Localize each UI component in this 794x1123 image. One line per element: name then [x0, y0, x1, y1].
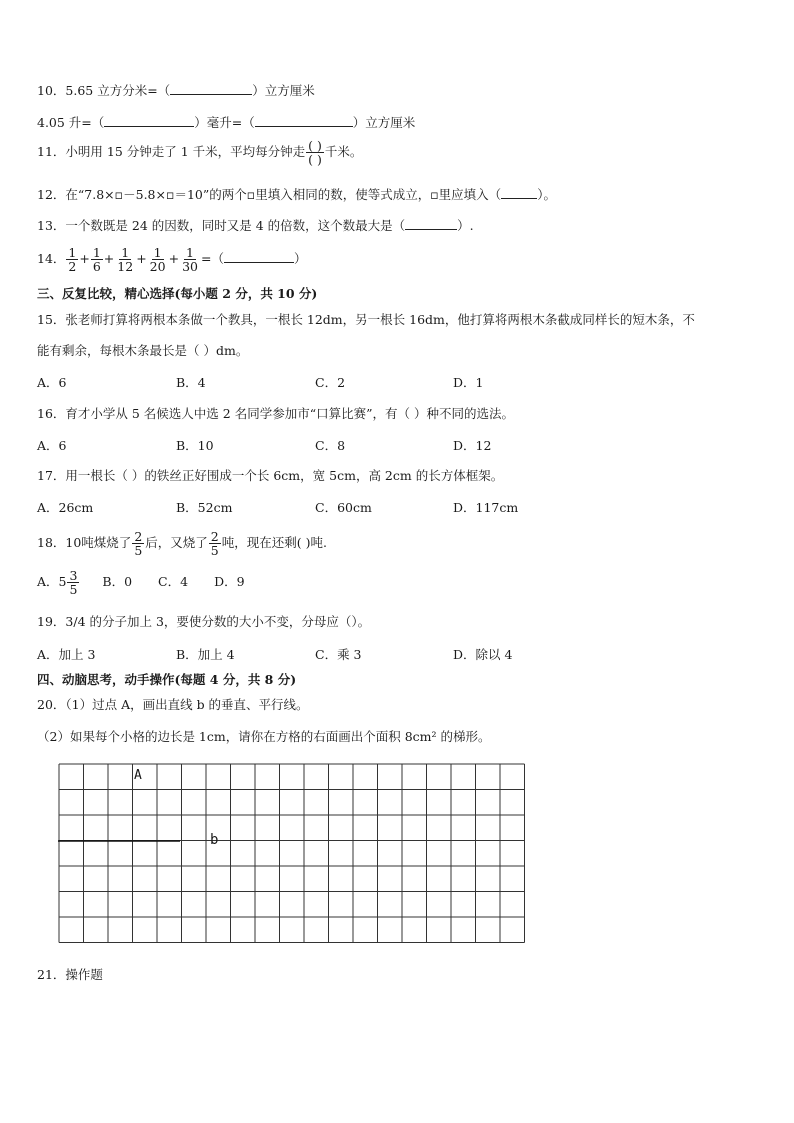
q16-option-d[interactable]: D．12 — [453, 438, 492, 453]
q17-option-c[interactable]: C．60cm — [315, 500, 372, 515]
fraction-numerator: 2 — [134, 529, 143, 544]
q16-option-a[interactable]: A．6 — [37, 438, 67, 453]
q20-line1: 20．（1）过点 A，画出直线 b 的垂直、平行线。 — [37, 697, 309, 712]
q14-suffix: ） — [293, 251, 307, 266]
q14-fraction — [66, 246, 78, 273]
q19-option-b[interactable]: B．加上 4 — [176, 647, 235, 662]
fraction-denominator: ( ) — [308, 152, 322, 167]
fraction-denominator: 5 — [210, 543, 219, 558]
fraction-denominator: 2 — [68, 259, 77, 274]
q15-option-d[interactable]: D．1 — [453, 375, 484, 390]
fraction-numerator: 2 — [210, 529, 219, 544]
q10-suffix: ）立方厘米 — [252, 83, 315, 98]
point-a-label: A — [134, 768, 142, 783]
q19-option-d[interactable]: D．除以 4 — [453, 647, 513, 662]
plus-sign: + — [103, 251, 115, 266]
q12-suffix: ）。 — [537, 187, 556, 202]
q12-text: 12．在“7.8×▫－5.8×▫＝10”的两个▫里填入相同的数，使等式成立，▫里应填入（ — [37, 187, 502, 202]
plus-sign: + — [168, 251, 180, 266]
q15-option-b[interactable]: B．4 — [176, 375, 206, 390]
plus-sign: + — [136, 251, 147, 266]
plus-sign: + — [79, 251, 90, 266]
q18-options — [37, 567, 245, 597]
q16-option-c[interactable]: C．8 — [315, 438, 346, 453]
line-b-label: b — [210, 832, 219, 848]
fraction-numerator: ( ) — [308, 138, 322, 153]
fraction-numerator: 3 — [69, 568, 78, 583]
q14-label: 14． — [37, 251, 66, 266]
q13-line — [37, 217, 474, 235]
q11-fraction[interactable] — [306, 139, 324, 166]
q10-text: 10．5.65 立方分米=（ — [37, 83, 171, 98]
section-3-heading: 三、反复比较，精心选择(每小题 2 分，共 10 分) — [37, 286, 318, 301]
fraction-denominator: 20 — [149, 259, 166, 274]
q18-option-c[interactable]: C．4 — [158, 574, 189, 589]
q11-text: 11．小明用 15 分钟走了 1 千米，平均每分钟走 — [37, 144, 306, 159]
q14-fraction — [148, 246, 168, 273]
q14-fraction — [91, 246, 103, 273]
q11-line — [37, 139, 362, 166]
answer-blank[interactable] — [255, 114, 353, 127]
q13-suffix: ）. — [457, 218, 474, 233]
q17-option-b[interactable]: B．52cm — [176, 500, 233, 515]
fraction-numerator: 1 — [92, 245, 101, 260]
q16-option-b[interactable]: B．10 — [176, 438, 214, 453]
fraction-numerator: 1 — [68, 245, 77, 260]
q12-line — [37, 186, 556, 204]
q15-line2: 能有剩余，每根木条最长是（ ）dm。 — [37, 343, 249, 358]
fraction-denominator: 5 — [134, 543, 143, 558]
q18-option-a[interactable] — [37, 568, 80, 597]
section-4-heading: 四、动脑思考，动手操作(每题 4 分，共 8 分) — [37, 672, 297, 687]
q18-mid: 后，又烧了 — [145, 535, 208, 550]
q18-fraction-1 — [132, 530, 144, 557]
q18-line — [37, 528, 327, 558]
fraction-denominator: 5 — [69, 582, 78, 597]
fraction-numerator: 1 — [186, 245, 194, 260]
q10b-text: 4.05 升=（ — [37, 115, 105, 130]
fraction-denominator: 30 — [182, 259, 198, 274]
fraction-denominator: 6 — [92, 259, 101, 274]
option-label: A．5 — [37, 574, 67, 589]
q18-option-b[interactable]: B．0 — [102, 574, 133, 589]
q18-option-d[interactable]: D．9 — [214, 574, 245, 589]
q19-line: 19．3/4 的分子加上 3，要使分数的大小不变，分母应（）。 — [37, 614, 371, 629]
q16-line: 16．育才小学从 5 名候选人中选 2 名同学参加市“口算比赛”，有（ ）种不同的选法。 — [37, 406, 514, 421]
q15-option-a[interactable]: A．6 — [37, 375, 67, 390]
q18-fraction-2 — [209, 530, 221, 557]
q14-line — [37, 244, 306, 274]
q17-line: 17．用一根长（ ）的铁丝正好围成一个长 6cm，宽 5cm，高 2cm 的长方体框架。 — [37, 468, 504, 483]
q14-fraction — [115, 246, 135, 273]
q19-option-a[interactable]: A．加上 3 — [37, 647, 96, 662]
q13-text: 13．一个数既是 24 的因数，同时又是 4 的倍数，这个数最大是（ — [37, 218, 406, 233]
fraction-numerator: 1 — [121, 245, 130, 260]
drawing-grid[interactable] — [58, 763, 528, 945]
q14-fraction — [180, 246, 200, 273]
q20-line2: （2）如果每个小格的边长是 1cm，请你在方格的右面画出个面积 8cm² 的梯形。 — [37, 729, 491, 744]
q10b-mid: ）毫升=（ — [194, 115, 255, 130]
q18-text: 18．10吨煤烧了 — [37, 535, 132, 550]
answer-blank[interactable] — [501, 186, 537, 199]
q10b-suffix: ）立方厘米 — [352, 115, 416, 130]
q18-suffix: 吨，现在还剩( )吨. — [221, 535, 327, 550]
q15-line1: 15．张老师打算将两根本条做一个教具，一根长 12dm，另一根长 16dm，他打算将两根木条截成同样长的短木条，不 — [37, 312, 695, 327]
q18-option-a-fraction — [67, 569, 79, 596]
fraction-denominator: 12 — [117, 259, 134, 274]
q14-equals: =（ — [200, 251, 224, 266]
answer-blank[interactable] — [224, 250, 294, 263]
q21-line: 21．操作题 — [37, 967, 103, 982]
q10-line1 — [37, 82, 315, 100]
q17-option-a[interactable]: A．26cm — [37, 500, 94, 515]
q14-expression — [65, 245, 201, 274]
answer-blank[interactable] — [104, 114, 194, 127]
answer-blank[interactable] — [405, 217, 457, 230]
q19-option-c[interactable]: C．乘 3 — [315, 647, 362, 662]
q15-option-c[interactable]: C．2 — [315, 375, 346, 390]
q17-option-d[interactable]: D．117cm — [453, 500, 519, 515]
fraction-numerator: 1 — [153, 245, 162, 260]
q10-line2 — [37, 114, 415, 132]
answer-blank[interactable] — [170, 82, 252, 95]
q11-suffix: 千米。 — [324, 144, 363, 159]
